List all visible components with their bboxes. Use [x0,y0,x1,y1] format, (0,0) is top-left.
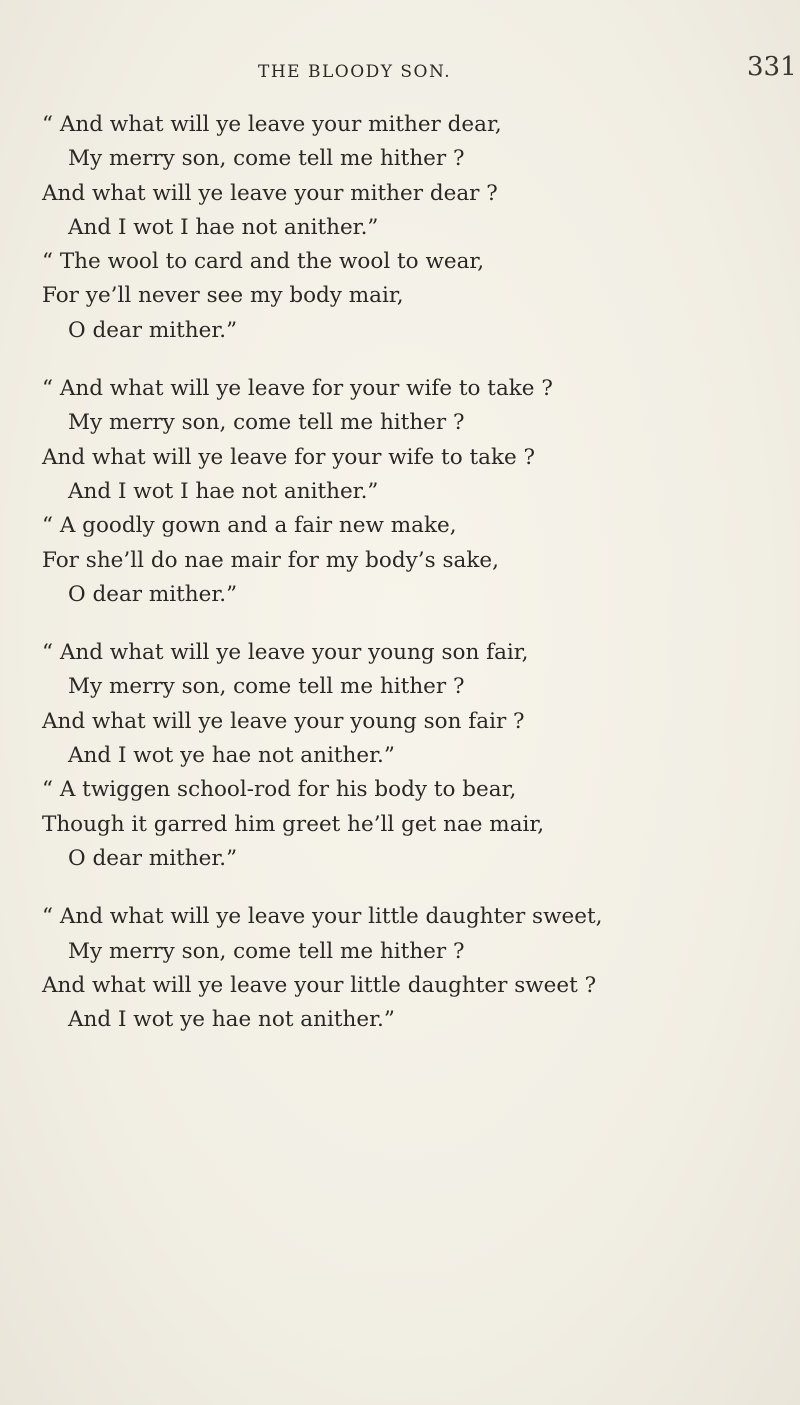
poem-line: My merry son, come tell me hither ? [68,938,465,964]
poem-line: And what will ye leave for your wife to take ? [42,444,536,470]
poem-line: And I wot I hae not anither.” [68,478,379,504]
poem-line: “ A twiggen school-rod for his body to bear, [42,777,517,803]
page-number: 331 [747,52,797,82]
page-title: THE BLOODY SON. [258,62,452,82]
poem-line: Though it garred him greet he’ll get nae mair, [42,811,545,837]
poem-line: My merry son, come tell me hither ? [68,674,465,700]
poem-line: O dear mither.” [68,845,238,871]
poem-line: O dear mither.” [68,581,238,607]
poem-line: And I wot ye hae not anither.” [68,743,395,769]
poem-line: And I wot I hae not anither.” [68,214,379,240]
poem-line: “ And what will ye leave your young son fair, [42,640,529,666]
stanza [42,108,792,348]
poem-line: “ And what will ye leave your little daughter sweet, [42,904,603,930]
poem-line: My merry son, come tell me hither ? [68,410,465,436]
stanza [42,636,792,876]
poem-line: And I wot ye hae not anither.” [68,1007,395,1033]
running-head [0,52,800,90]
poem-line: O dear mither.” [68,317,238,343]
poem-line: For she’ll do nae mair for my body’s sake, [42,547,499,573]
poem-line: “ And what will ye leave for your wife to take ? [42,376,553,402]
poem-line: “ And what will ye leave your mither dear, [42,112,502,137]
poem-line: And what will ye leave your little daughter sweet ? [42,972,597,998]
poem-line: And what will ye leave your young son fair ? [42,708,525,734]
poem-line: My merry son, come tell me hither ? [68,146,465,172]
poem-line: For ye’ll never see my body mair, [42,283,404,309]
poem-body [42,108,792,1061]
stanza [42,900,792,1037]
stanza [42,372,792,612]
poem-line: “ A goodly gown and a fair new make, [42,513,457,539]
poem-line: And what will ye leave your mither dear ? [42,180,498,206]
poem-line: “ The wool to card and the wool to wear, [42,249,485,275]
